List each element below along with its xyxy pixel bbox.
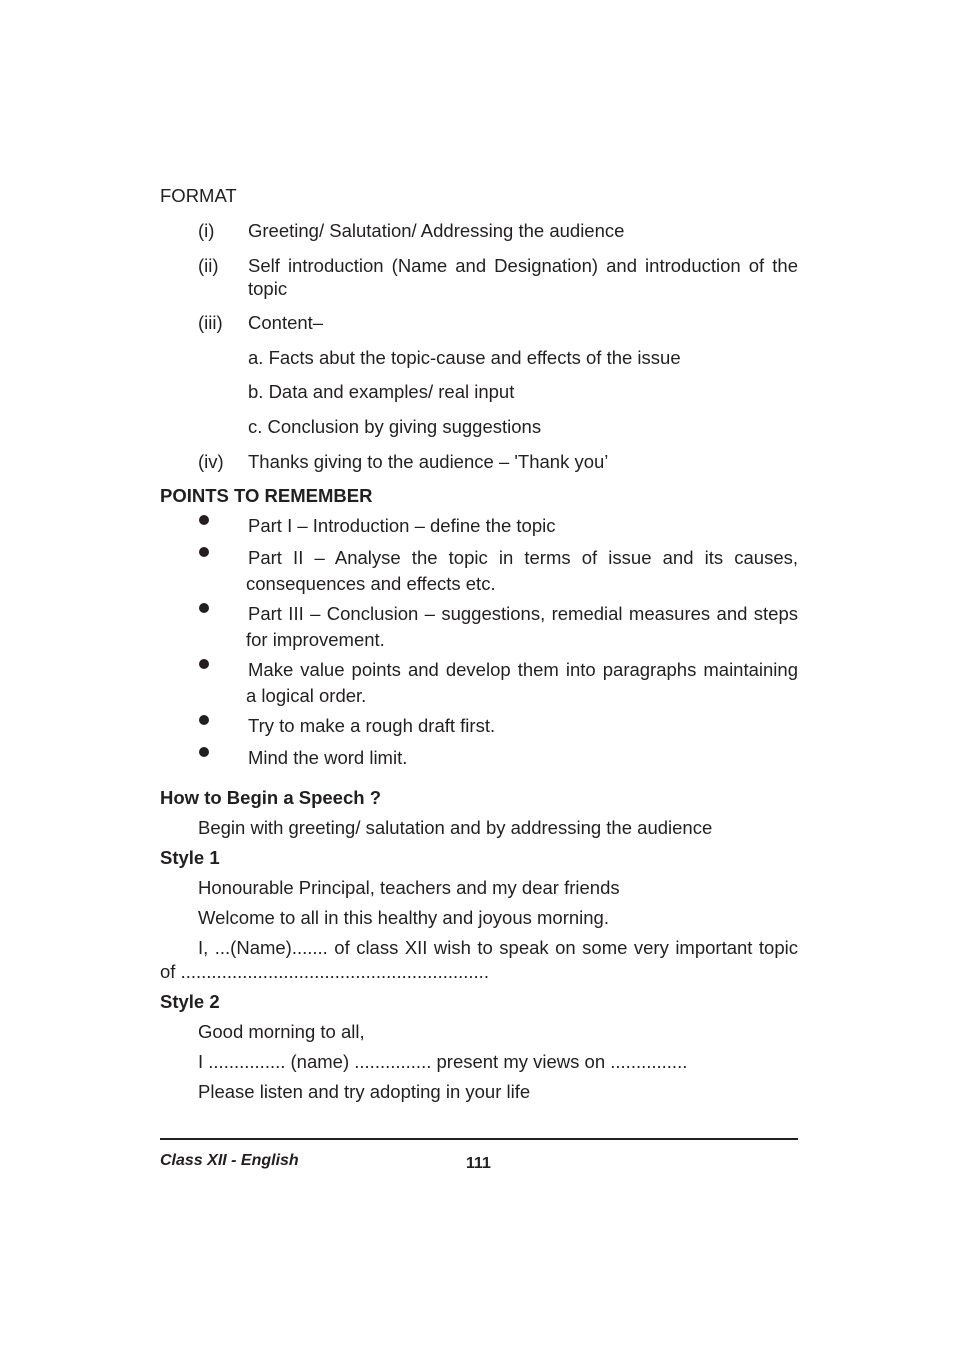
- format-subitem: b. Data and examples/ real input: [248, 381, 515, 402]
- format-item-text: Thanks giving to the audience – 'Thank you’: [248, 451, 609, 472]
- style2-line: Good morning to all,: [198, 1021, 365, 1042]
- footer-class-label: Class XII - English: [160, 1152, 299, 1169]
- style1-line: I, ...(Name)....... of class XII wish to speak on some very important topic: [198, 937, 798, 958]
- point-text: Try to make a rough draft first.: [248, 715, 496, 736]
- point-text: Make value points and develop them into paragraphs maintaining: [248, 659, 798, 680]
- bullet-icon: [199, 747, 209, 757]
- point-text-cont: for improvement.: [246, 629, 385, 650]
- page-number: 111: [466, 1155, 491, 1172]
- style1-line: Welcome to all in this healthy and joyous morning.: [198, 907, 609, 928]
- format-item-text: Content–: [248, 312, 324, 333]
- point-text: Mind the word limit.: [248, 747, 408, 768]
- bullet-icon: [199, 547, 209, 557]
- style1-continuation: of ............................................................: [160, 961, 489, 982]
- style1-heading: Style 1: [160, 847, 220, 868]
- footer-rule: [160, 1138, 798, 1140]
- points-heading: POINTS TO REMEMBER: [160, 485, 373, 506]
- bullet-icon: [199, 659, 209, 669]
- point-text-cont: a logical order.: [246, 685, 367, 706]
- format-item-number: (iii): [198, 312, 223, 333]
- format-item-text-cont: topic: [248, 278, 288, 299]
- format-item-number: (i): [198, 220, 215, 241]
- format-subitem: c. Conclusion by giving suggestions: [248, 416, 542, 437]
- bullet-icon: [199, 715, 209, 725]
- bullet-icon: [199, 603, 209, 613]
- point-text-cont: consequences and effects etc.: [246, 573, 496, 594]
- format-item-text: Self introduction (Name and Designation) and introduction of the: [248, 255, 798, 276]
- style1-line: Honourable Principal, teachers and my dear friends: [198, 877, 620, 898]
- style2-line: Please listen and try adopting in your life: [198, 1081, 531, 1102]
- style2-heading: Style 2: [160, 991, 220, 1012]
- bullet-icon: [199, 515, 209, 525]
- point-text: Part I – Introduction – define the topic: [248, 515, 556, 536]
- format-heading: FORMAT: [160, 185, 237, 206]
- point-text: Part II – Analyse the topic in terms of issue and its causes,: [248, 547, 798, 568]
- begin-heading: How to Begin a Speech ?: [160, 787, 381, 808]
- style2-line: I ............... (name) ............... present my views on ...............: [198, 1051, 688, 1072]
- format-subitem: a. Facts abut the topic-cause and effects of the issue: [248, 347, 681, 368]
- format-item-text: Greeting/ Salutation/ Addressing the audience: [248, 220, 625, 241]
- point-text: Part III – Conclusion – suggestions, remedial measures and steps: [248, 603, 798, 624]
- begin-text: Begin with greeting/ salutation and by addressing the audience: [198, 817, 713, 838]
- format-item-number: (iv): [198, 451, 224, 472]
- format-item-number: (ii): [198, 255, 219, 276]
